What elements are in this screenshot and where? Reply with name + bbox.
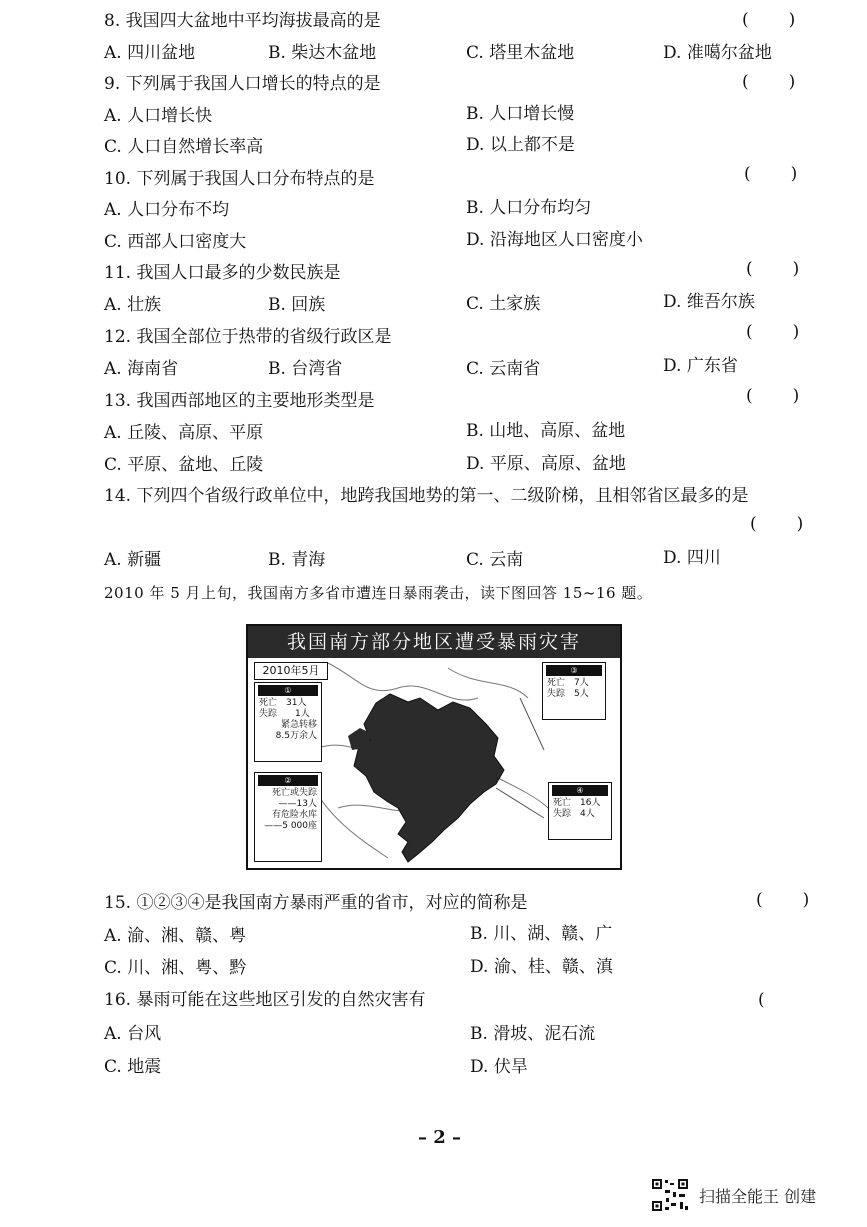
province-4-missing: 失踪 4人 — [553, 809, 595, 819]
question-15-option-d: D. 渝、桂、赣、滇 — [470, 957, 613, 977]
rainstorm-region-shape — [354, 694, 504, 862]
question-9-answer-bracket: ( ) — [742, 72, 798, 92]
question-13-option-d: D. 平原、高原、盆地 — [466, 454, 626, 474]
province-2-dead-missing-label: 死亡或失踪 — [271, 788, 317, 798]
question-10-option-d: D. 沿海地区人口密度小 — [466, 230, 643, 250]
rainstorm-map-figure — [246, 624, 622, 870]
question-14-option-a: A. 新疆 — [104, 550, 162, 570]
question-9-stem: 9. 下列属于我国人口增长的特点的是 — [104, 74, 381, 94]
question-9-option-c: C. 人口自然增长率高 — [104, 137, 264, 157]
question-12-option-c: C. 云南省 — [466, 359, 541, 379]
question-14-stem: 14. 下列四个省级行政单位中，地跨我国地势的第一、二级阶梯，且相邻省区最多的是 — [104, 486, 749, 506]
question-16-option-c: C. 地震 — [104, 1057, 162, 1077]
question-10-answer-bracket: ( ) — [744, 164, 800, 184]
question-8-option-c: C. 塔里木盆地 — [466, 43, 575, 63]
question-14-option-d: D. 四川 — [663, 548, 721, 568]
question-8-option-a: A. 四川盆地 — [104, 43, 196, 63]
question-11-stem: 11. 我国人口最多的少数民族是 — [104, 263, 341, 283]
question-8-stem: 8. 我国四大盆地中平均海拔最高的是 — [104, 11, 381, 31]
question-16-stem: 16. 暴雨可能在这些地区引发的自然灾害有 — [104, 990, 426, 1010]
province-2-header-bar: ② — [258, 775, 318, 786]
question-15-option-a: A. 渝、湘、赣、粤 — [104, 926, 247, 946]
question-10-option-a: A. 人口分布不均 — [104, 200, 230, 220]
province-3-deaths: 死亡 7人 — [547, 678, 589, 688]
question-9-option-a: A. 人口增长快 — [104, 106, 213, 126]
question-16-answer-bracket: ( — [758, 990, 805, 1010]
question-13-option-b: B. 山地、高原、盆地 — [466, 421, 626, 441]
question-12-option-d: D. 广东省 — [663, 356, 738, 376]
province-1-evacuated-label: 紧急转移 — [280, 720, 317, 730]
question-13-stem: 13. 我国西部地区的主要地形类型是 — [104, 391, 375, 411]
qr-code-icon — [651, 1178, 689, 1212]
province-1-deaths: 死亡 31人 — [259, 698, 307, 708]
figure-title: 我国南方部分地区遭受暴雨灾害 — [248, 626, 620, 658]
question-14-option-b: B. 青海 — [268, 550, 326, 570]
question-10-stem: 10. 下列属于我国人口分布特点的是 — [104, 169, 375, 189]
question-15-option-c: C. 川、湘、粤、黔 — [104, 958, 247, 978]
question-15-answer-bracket: ( ) — [756, 890, 812, 910]
province-3-missing: 失踪 5人 — [547, 689, 589, 699]
province-3-casualty-box — [542, 662, 606, 720]
question-15-stem: 15. ①②③④是我国南方暴雨严重的省市，对应的简称是 — [104, 893, 528, 913]
province-4-header-bar: ④ — [552, 785, 608, 796]
question-11-option-a: A. 壮族 — [104, 295, 162, 315]
province-2-dead-missing-count: ——13人 — [278, 799, 317, 809]
question-9-option-b: B. 人口增长慢 — [466, 104, 575, 124]
question-11-answer-bracket: ( ) — [746, 259, 802, 279]
scanner-watermark-text: 扫描全能王 创建 — [699, 1187, 817, 1206]
question-15-option-b: B. 川、湖、赣、广 — [470, 924, 613, 944]
question-11-option-b: B. 回族 — [268, 295, 326, 315]
question-12-stem: 12. 我国全部位于热带的省级行政区是 — [104, 327, 392, 347]
figure-intro-text: 2010 年 5 月上旬，我国南方多省市遭连日暴雨袭击，读下图回答 15~16 题。 — [104, 584, 653, 602]
province-1-header-bar: ① — [258, 685, 318, 696]
question-8-option-b: B. 柴达木盆地 — [268, 43, 377, 63]
question-8-option-d: D. 准噶尔盆地 — [663, 43, 772, 63]
province-1-evacuated-count: 8.5万余人 — [275, 731, 317, 741]
question-14-option-c: C. 云南 — [466, 550, 524, 570]
province-4-deaths: 死亡 16人 — [553, 798, 601, 808]
province-2-reservoir-count: ——5 000座 — [264, 821, 317, 831]
figure-date-label: 2010年5月 — [254, 662, 328, 680]
question-12-answer-bracket: ( ) — [746, 322, 802, 342]
question-10-option-c: C. 西部人口密度大 — [104, 232, 247, 252]
page-number: – 2 – — [418, 1127, 462, 1148]
question-13-option-c: C. 平原、盆地、丘陵 — [104, 455, 264, 475]
province-3-header-bar: ③ — [546, 665, 602, 676]
question-12-option-a: A. 海南省 — [104, 359, 179, 379]
question-8-answer-bracket: ( ) — [742, 10, 798, 30]
province-4-casualty-box — [548, 782, 612, 840]
question-16-option-b: B. 滑坡、泥石流 — [470, 1024, 596, 1044]
province-2-casualty-box — [254, 772, 322, 862]
question-9-option-d: D. 以上都不是 — [466, 135, 575, 155]
province-2-reservoir-label: 有危险水库 — [271, 810, 317, 820]
scanner-watermark — [651, 1178, 851, 1212]
question-16-option-d: D. 伏旱 — [470, 1057, 528, 1077]
question-11-option-d: D. 维吾尔族 — [663, 292, 755, 312]
question-14-answer-bracket: ( ) — [750, 514, 806, 534]
question-12-option-b: B. 台湾省 — [268, 359, 343, 379]
question-16-option-a: A. 台风 — [104, 1024, 162, 1044]
question-10-option-b: B. 人口分布均匀 — [466, 198, 592, 218]
question-11-option-c: C. 土家族 — [466, 294, 541, 314]
question-13-option-a: A. 丘陵、高原、平原 — [104, 423, 264, 443]
province-1-missing: 失踪 1人 — [259, 709, 310, 719]
province-1-casualty-box — [254, 682, 322, 762]
question-13-answer-bracket: ( ) — [746, 386, 802, 406]
